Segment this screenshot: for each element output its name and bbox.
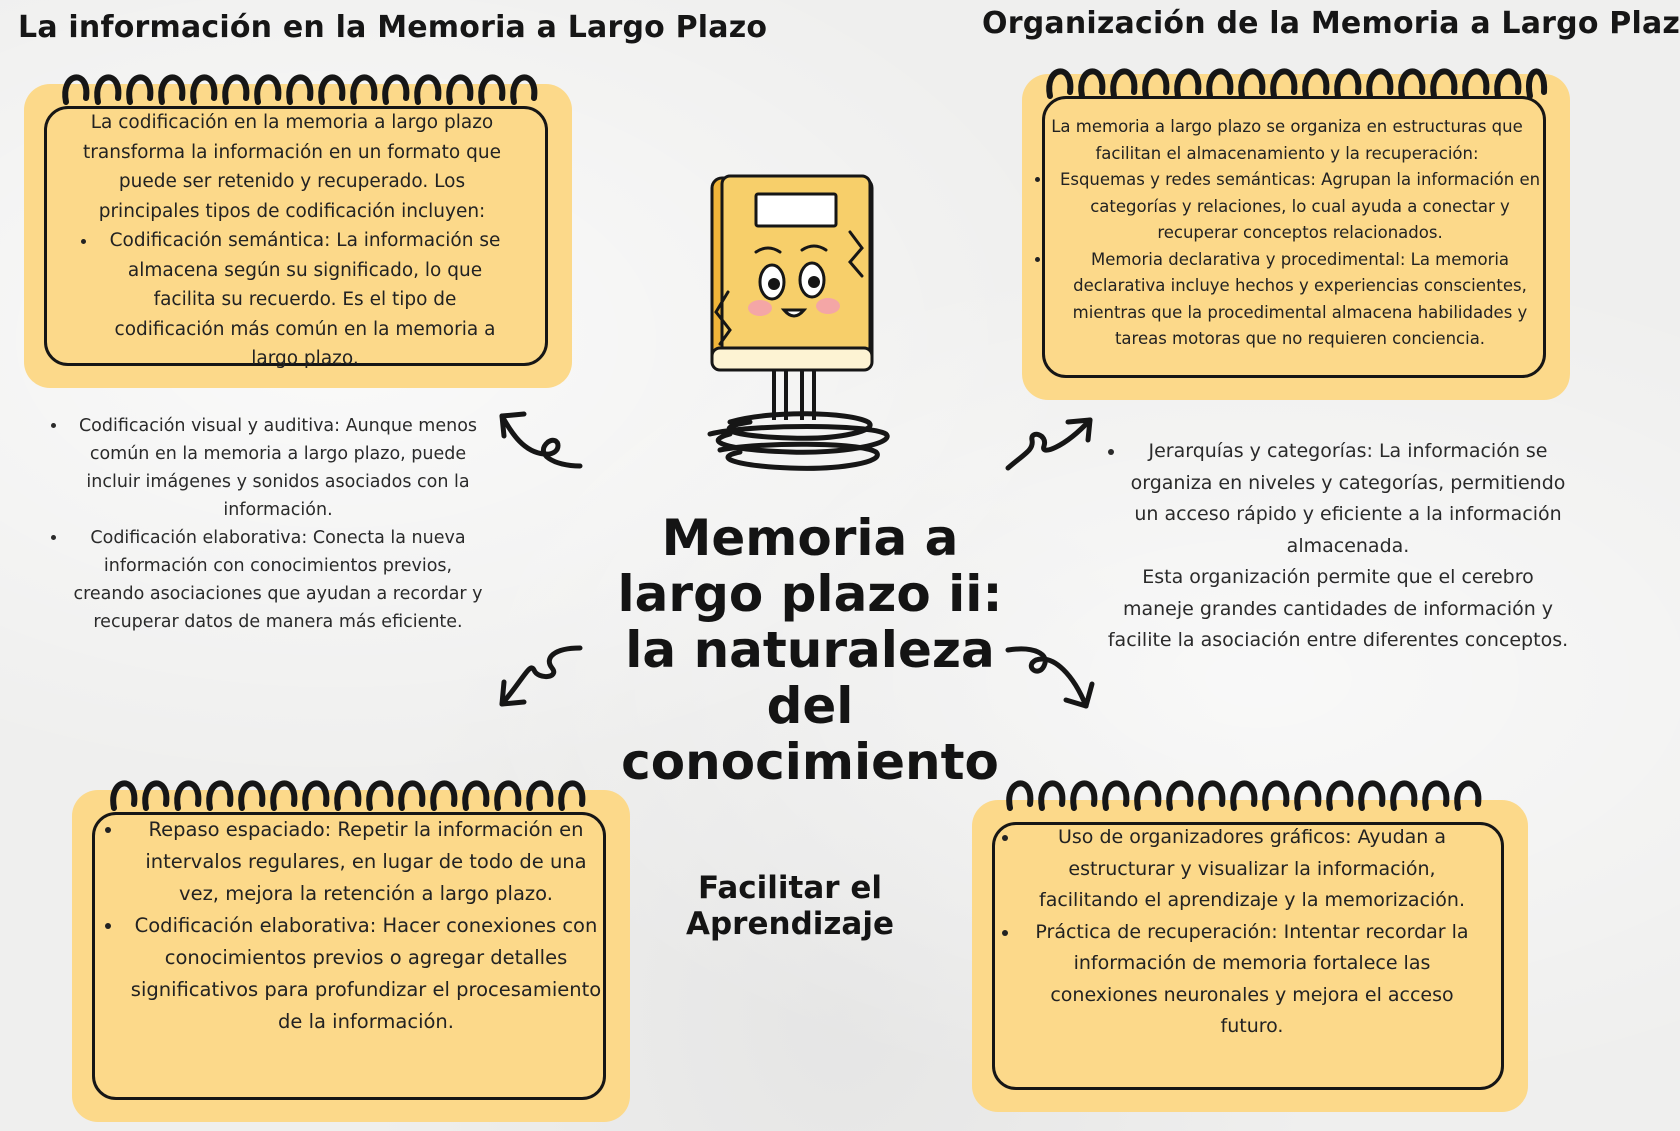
note-top-right-list — [1026, 167, 1548, 353]
list-item: • Repaso espaciado: Repetir la información en intervalos regulares, en lugar de todo de una vez, mejora la retención a largo plazo. — [124, 814, 608, 910]
left-free-text — [48, 412, 488, 636]
spiral-binding-icon — [1000, 766, 1500, 816]
left-free-list — [48, 412, 488, 636]
list-item: • Codificación visual y auditiva: Aunque menos común en la memoria a largo plazo, puede incluir imágenes y sonidos asociados con la información. — [68, 412, 488, 524]
spiral-binding-icon — [1040, 54, 1550, 104]
facilitar-title: Facilitar el Aprendizaje — [686, 870, 894, 942]
right-free-text — [1106, 436, 1570, 657]
list-item: • Jerarquías y categorías: La información se organiza en niveles y categorías, permitiendo un acceso rápido y eficiente a la información almacenada. — [1126, 436, 1570, 562]
spiral-binding-icon — [56, 62, 546, 112]
right-free-outro: Esta organización permite que el cerebro maneje grandes cantidades de información y facilite la asociación entre diferentes conceptos. — [1107, 566, 1569, 651]
list-item: • Codificación elaborativa: Hacer conexiones con conocimientos previos o agregar detalles significativos para profundizar el procesamiento de la información. — [124, 910, 608, 1038]
list-item: • Codificación elaborativa: Conecta la nueva información con conocimientos previos, creando asociaciones que ayudan a recordar y recuperar datos de manera más eficiente. — [68, 524, 488, 636]
list-item: • Codificación semántica: La información se almacena según su significado, lo que facilita su recuerdo. Es el tipo de codificación más común en la memoria a largo plazo. — [98, 226, 512, 374]
note-bottom-left — [72, 790, 630, 1122]
note-top-left-text — [72, 108, 512, 374]
note-top-left — [24, 84, 572, 388]
note-top-right-intro: La memoria a largo plazo se organiza en estructuras que facilitan el almacenamiento y la recuperación: — [1051, 117, 1523, 163]
note-top-left-list — [72, 226, 512, 374]
note-top-right-text — [1026, 114, 1548, 353]
note-bottom-right-text — [994, 822, 1484, 1043]
list-item: • Uso de organizadores gráficos: Ayudan a estructurar y visualizar la información, facilitando el aprendizaje y la memorización. — [1020, 822, 1484, 917]
curly-arrow-icon — [494, 404, 594, 474]
list-item: • Memoria declarativa y procedimental: La memoria declarativa incluye hechos y experiencias conscientes, mientras que la procedimental almacena habilidades y tareas motoras que no requieren conciencia. — [1052, 247, 1548, 353]
title-top-right: Organización de la Memoria a Largo Plaz — [982, 6, 1680, 41]
right-free-list — [1106, 436, 1570, 562]
note-top-left-intro: La codificación en la memoria a largo plazo transforma la información en un formato que puede ser retenido y recuperado. Los principales tipos de codificación incluyen: — [83, 112, 501, 222]
note-bottom-left-list — [98, 814, 608, 1038]
title-top-left: La información en la Memoria a Largo Plazo — [18, 10, 768, 45]
note-top-right — [1022, 74, 1570, 400]
center-title: Memoria a largo plazo ii: la naturaleza del conocimiento — [617, 509, 1003, 791]
curly-arrow-icon — [494, 638, 594, 718]
spiral-binding-icon — [104, 766, 604, 816]
note-bottom-right — [972, 800, 1528, 1112]
curly-arrow-icon — [1004, 636, 1104, 716]
note-bottom-right-list — [994, 822, 1484, 1043]
curly-arrow-icon — [1004, 410, 1104, 480]
list-item: • Práctica de recuperación: Intentar recordar la información de memoria fortalece las conexiones neuronales y mejora el acceso futuro. — [1020, 917, 1484, 1043]
list-item: • Esquemas y redes semánticas: Agrupan la información en categorías y relaciones, lo cual ayuda a conectar y recuperar conceptos relacionados. — [1052, 167, 1548, 247]
book-mascot-illustration — [690, 172, 910, 482]
note-bottom-left-text — [98, 814, 608, 1038]
